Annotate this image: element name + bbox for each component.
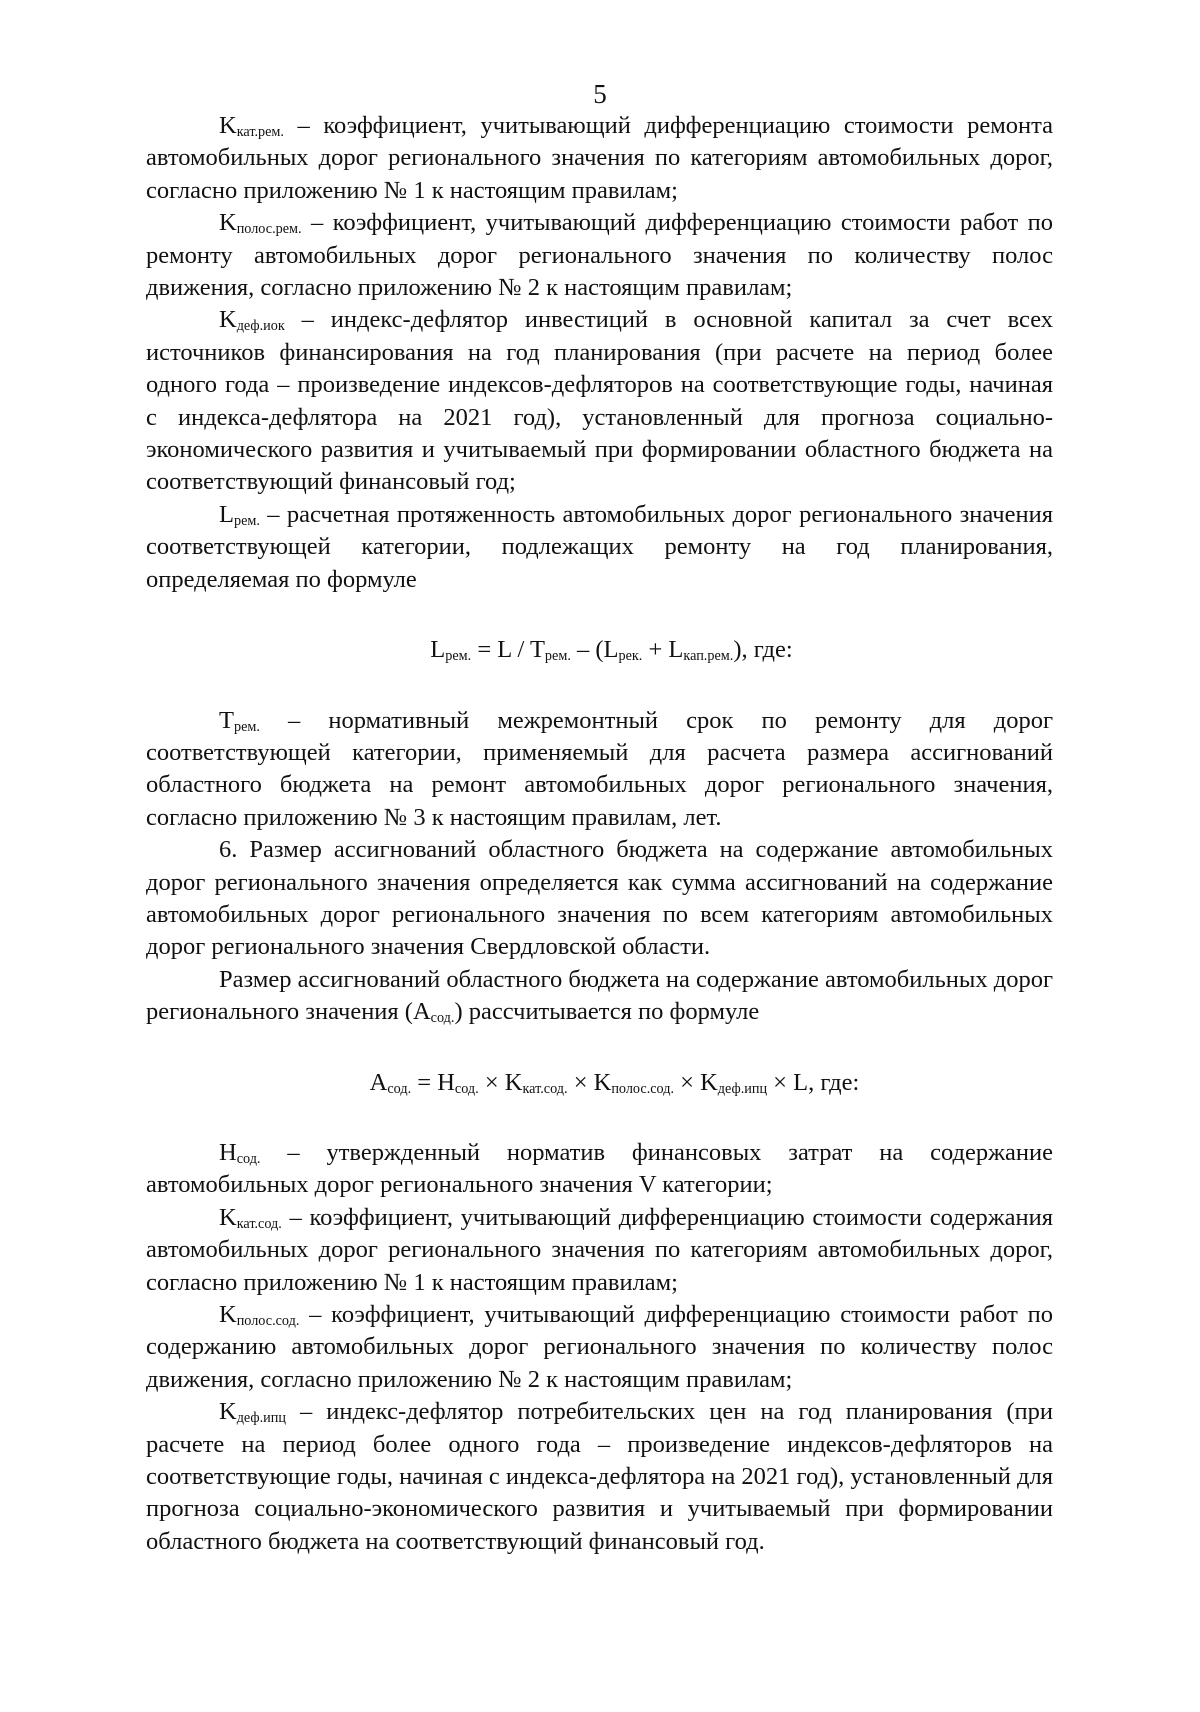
definition-k-kat-rem: $K_{кат.рем.}$ – коэффициент, учитывающий дифференциацию стоимости ремонта автомобильных дорог регионального значения по категориям автомобильных дорог, согласно приложению № 1 к настоящим правилам; [146,112,1053,204]
definition-k-def-ipc: $K_{деф.ипц}$ – индекс-дефлятор потребительских цен на год планирования (при расчете на период более одного года – произведение индексов-дефляторов на соответствующие годы, начиная с индекса-дефлятора на 2021 год), установленный для прогноза социально-экономического развития и учитываемый при формировании областного бюджета на соответствующий финансовый год. [146,1398,1053,1555]
paragraph-a-sod: Размер ассигнований областного бюджета на содержание автомобильных дорог регионального значения $(A_{сод.})$ рассчитывается по формуле [146,965,1053,1027]
definition-t-rem: $T_{рем.}$ – нормативный межремонтный срок по ремонту для дорог соответствующей категории, применяемый для расчета размера ассигнований областного бюджета на ремонт автомобильных дорог регионального значения, согласно приложению № 3 к настоящим правилам, лет. [146,706,1053,831]
definition-l-rem: $L_{рем.}$ – расчетная протяженность автомобильных дорог регионального значения соответствующей категории, подлежащих ремонту на год планирования, определяемая по формуле [146,500,1053,593]
document-body [146,110,1053,1558]
definition-h-sod: $H_{сод.}$ – утвержденный норматив финансовых затрат на содержание автомобильных дорог регионального значения V категории; [146,1138,1053,1199]
definition-k-kat-sod: $K_{кат.сод.}$ – коэффициент, учитывающий дифференциацию стоимости содержания автомобильных дорог регионального значения по категориям автомобильных дорог, согласно приложению № 1 к настоящим правилам; [146,1203,1053,1296]
formula-a-sod: $A_{сод.} = H_{сод.} \times K_{кат.сод.} \times K_{полос.сод.} \times K_{деф.ипц} \times L$, где: [369,1068,860,1097]
definition-k-polos-sod: $K_{полос.сод.}$ – коэффициент, учитывающий дифференциацию стоимости работ по содержанию автомобильных дорог регионального значения по количеству полос движения, согласно приложению № 2 к настоящим правилам; [146,1301,1053,1393]
definition-k-polos-rem: $K_{полос.рем.}$ – коэффициент, учитывающий дифференциацию стоимости работ по ремонту автомобильных дорог регионального значения по количеству полос движения, согласно приложению № 2 к настоящим правилам; [146,209,1053,302]
clause-6: 6. Размер ассигнований областного бюджета на содержание автомобильных дорог регионального значения определяется как сумма ассигнований на содержание автомобильных дорог регионального значения по всем категориям автомобильных дорог регионального значения Свердловской области. [146,836,1053,961]
definition-k-def-iok: $K_{деф.иок}$ – индекс-дефлятор инвестиций в основной капитал за счет всех источников финансирования на год планирования (при расчете на период более одного года – произведение индексов-дефляторов на соответствующие годы, начиная с индекса-дефлятора на 2021 год), установленный для прогноза социально-экономического развития и учитываемый при формировании областного бюджета на соответствующий финансовый год; [146,306,1053,496]
page-number: 5 [593,79,607,109]
formula-l-rem: $L_{рем.} = L / T_{рем.} - (L_{рек.} + L_{кап.рем.})$, где: [430,636,793,665]
